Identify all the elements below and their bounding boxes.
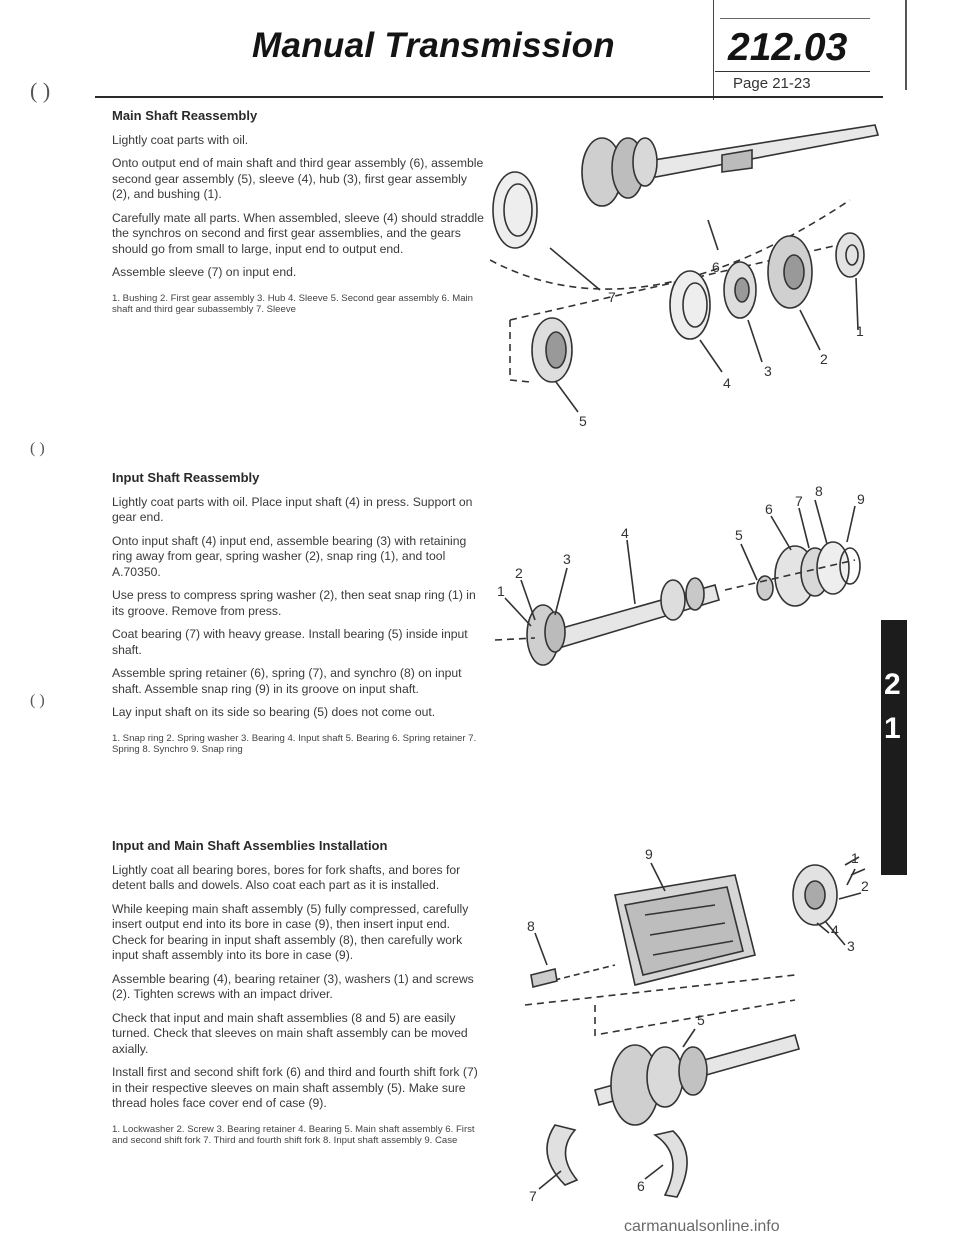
- paragraph: Onto output end of main shaft and third gear assembly (6), assemble second gear assembly (5), sleeve (4), hub (3), first gear assembly (2), and bushing (1).: [112, 156, 484, 201]
- section-heading: Input and Main Shaft Assemblies Installation: [112, 838, 388, 853]
- header-divider: [713, 0, 714, 100]
- callout-label: 8: [815, 483, 823, 499]
- paragraph: Onto input shaft (4) input end, assemble bearing (3) with retaining ring away from gear, spring washer (2), snap ring (1), and tool A.70350.: [112, 533, 467, 579]
- paragraph: Use press to compress spring washer (2), then seat snap ring (1) in its groove. Remove from press.: [112, 588, 476, 618]
- callout-label: 1: [851, 850, 859, 866]
- callout-label: 5: [697, 1012, 705, 1028]
- callout-label: 3: [764, 363, 772, 379]
- callout-label: 2: [861, 878, 869, 894]
- section-heading: Main Shaft Reassembly: [112, 108, 258, 123]
- callout-label: 4: [831, 922, 839, 938]
- page-number: Page 21-23: [733, 75, 811, 92]
- chapter-tab: [881, 620, 907, 875]
- header-rule: [95, 96, 883, 98]
- callout-label: 2: [820, 351, 828, 367]
- callout-label: 7: [529, 1188, 537, 1204]
- callout-label: 4: [723, 375, 731, 391]
- input-shaft-exploded-diagram: [495, 480, 885, 710]
- callout-label: 9: [645, 846, 653, 862]
- paragraph: Lightly coat all bearing bores, bores for fork shafts, and bores for detent balls and dowels. Also coat each part as it is installed.: [112, 862, 461, 892]
- section-input-shaft: [112, 470, 484, 756]
- watermark: carmanualsonline.info: [624, 1218, 780, 1235]
- page-title: Manual Transmission: [252, 26, 615, 65]
- paragraph: Coat bearing (7) with heavy grease. Install bearing (5) inside input shaft.: [112, 627, 468, 657]
- callout-label: 7: [795, 493, 803, 509]
- callout-label: 6: [712, 259, 720, 275]
- callout-label: 5: [579, 413, 587, 429]
- binding-edge-line: [905, 0, 907, 90]
- callout-label: 3: [563, 551, 571, 567]
- callout-label: 3: [847, 938, 855, 954]
- callout-label: 7: [608, 289, 616, 305]
- chapter-tab-digit: 2: [884, 668, 901, 701]
- paragraph: Carefully mate all parts. When assembled, sleeve (4) should straddle the synchros on second and first gear assemblies, and the gears should go from small to large, input end to output end.: [112, 210, 484, 256]
- paragraph: While keeping main shaft assembly (5) fully compressed, carefully insert output end into its bore in case (9), then insert input end. Check for bearing in input shaft assembly (8), then carefully work input shaft assembly into its bore in case (9).: [112, 901, 469, 962]
- chapter-tab-digit: 1: [884, 712, 901, 745]
- paragraph: Lay input shaft on its side so bearing (5) does not come out.: [112, 705, 436, 719]
- section-code: 212.03: [728, 26, 848, 69]
- callout-label: 4: [621, 525, 629, 541]
- section-main-shaft: [112, 108, 484, 316]
- figure-caption: 1. Lockwasher 2. Screw 3. Bearing retainer 4. Bearing 5. Main shaft assembly 6. First and second shift fork 7. Third and fourth shift fork 8. Input shaft assembly 9. Case: [112, 1123, 475, 1146]
- paragraph: Assemble bearing (4), bearing retainer (3), washers (1) and screws (2). Tighten screws with an impact driver.: [112, 971, 474, 1001]
- figure-caption: 1. Bushing 2. First gear assembly 3. Hub 4. Sleeve 5. Second gear assembly 6. Main shaft and third gear subassembly 7. Sleeve: [112, 292, 474, 315]
- callout-label: 1: [856, 323, 864, 339]
- paragraph: Assemble spring retainer (6), spring (7), and synchro (8) on input shaft. Assemble snap ring (9) in its groove on input shaft.: [112, 666, 462, 696]
- section-heading: Input Shaft Reassembly: [112, 470, 260, 485]
- figure-caption: 1. Snap ring 2. Spring washer 3. Bearing 4. Input shaft 5. Bearing 6. Spring retainer 7. Spring 8. Synchro 9. Snap ring: [112, 732, 477, 755]
- paragraph: Assemble sleeve (7) on input end.: [112, 265, 297, 279]
- binding-hole-mark: ( ): [30, 692, 45, 709]
- callout-label: 6: [765, 501, 773, 517]
- paragraph: Lightly coat parts with oil.: [112, 132, 249, 147]
- code-underline: [715, 71, 870, 72]
- callout-label: 1: [497, 583, 505, 599]
- callout-label: 9: [857, 491, 865, 507]
- paragraph: Lightly coat parts with oil. Place input shaft (4) in press. Support on gear end.: [112, 494, 473, 524]
- binding-hole-mark: ( ): [30, 78, 51, 103]
- binding-hole-mark: ( ): [30, 440, 45, 457]
- header-top-rule: [720, 18, 870, 19]
- paragraph: Check that input and main shaft assemblies (8 and 5) are easily turned. Check that sleeves on main shaft assembly can be moved axially.: [112, 1010, 468, 1056]
- callout-label: 5: [735, 527, 743, 543]
- paragraph: Install first and second shift fork (6) and third and fourth shift fork (7) in their respective sleeves on main shaft assembly (5). Make sure thread holes face cover end of case (9).: [112, 1065, 478, 1110]
- callout-label: 8: [527, 918, 535, 934]
- section-installation: [112, 838, 484, 1147]
- main-shaft-exploded-diagram: [490, 100, 880, 430]
- callout-label: 6: [637, 1178, 645, 1194]
- installation-diagram: [495, 835, 875, 1215]
- callout-label: 2: [515, 565, 523, 581]
